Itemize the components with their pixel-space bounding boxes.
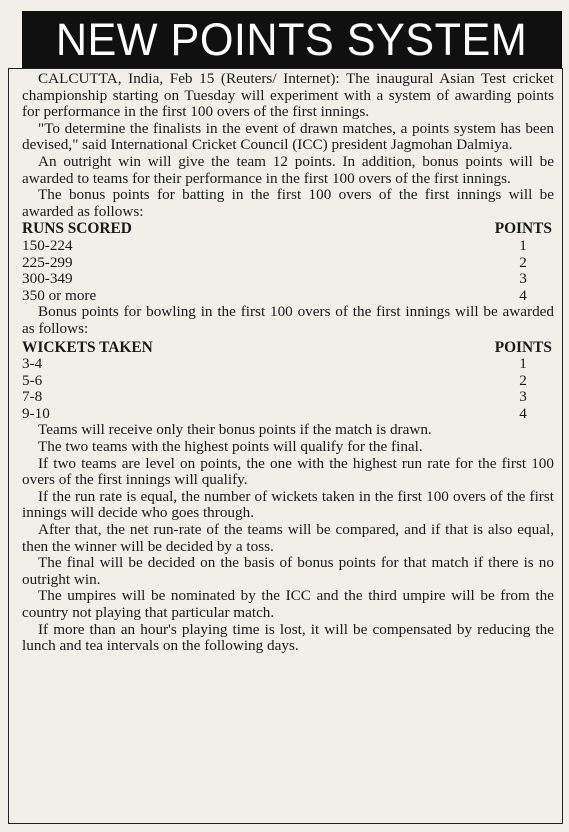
points-value: 1 [519, 355, 527, 373]
paragraph-playing-time: If more than an hour's playing time is lost, it will be compensated by reducing the lunch and tea intervals on the following days. [22, 620, 554, 655]
table-row [22, 356, 554, 373]
bowling-points-header: POINTS [494, 338, 552, 356]
headline: NEW POINTS SYSTEM [56, 13, 528, 65]
table-row [22, 255, 554, 272]
table-row [22, 288, 554, 305]
wickets-range: 5-6 [22, 371, 43, 389]
points-value: 1 [519, 236, 527, 254]
headline-banner [22, 11, 562, 68]
paragraph-run-rate: If the run rate is equal, the number of wickets taken in the first 100 overs of the first innings will decide who goes through. [22, 487, 554, 522]
runs-range: 300-349 [22, 270, 73, 288]
batting-points-table [22, 221, 554, 304]
points-value: 4 [519, 286, 527, 304]
runs-range: 225-299 [22, 253, 73, 271]
wickets-range: 7-8 [22, 388, 43, 406]
batting-points-header: POINTS [494, 220, 552, 238]
table-row [22, 389, 554, 406]
bowling-points-table [22, 340, 554, 423]
paragraph-outright-win: An outright win will give the team 12 points. In addition, bonus points will be awarded to teams for their performance in the first 100 overs of the first innings. [22, 152, 554, 187]
paragraph-umpires: The umpires will be nominated by the ICC and the third umpire will be from the country not playing that particular match. [22, 587, 554, 621]
paragraph-toss: After that, the net run-rate of the teams will be compared, and if that is also equal, then the winner will be decided by a toss. [22, 521, 554, 555]
runs-scored-header: RUNS SCORED [22, 220, 132, 238]
paragraph-level-points: If two teams are level on points, the one with the highest run rate for the first 100 overs of the first innings will qualify. [22, 454, 554, 489]
points-value: 3 [519, 388, 527, 406]
table-row [22, 406, 554, 423]
batting-table-header [22, 221, 554, 238]
points-value: 4 [519, 404, 527, 422]
table-row [22, 238, 554, 255]
wickets-taken-header: WICKETS TAKEN [22, 338, 153, 356]
points-value: 2 [519, 253, 527, 271]
wickets-range: 9-10 [22, 404, 50, 422]
paragraph-final-decided: The final will be decided on the basis of bonus points for that match if there is no outright win. [22, 554, 554, 588]
paragraph-final-qualify: The two teams with the highest points will qualify for the final. [38, 438, 423, 456]
paragraph-dateline: CALCUTTA, India, Feb 15 (Reuters/ Internet): The inaugural Asian Test cricket championship starting on Tuesday will experiment with a system of awarding points for performance in the first 100 overs of the first innings. [22, 70, 554, 121]
wickets-range: 3-4 [22, 355, 43, 373]
runs-range: 350 or more [22, 286, 97, 304]
paragraph-quote: "To determine the finalists in the event of drawn matches, a points system has been devised," said International Cricket Council (ICC) president Jagmohan Dalmiya. [22, 119, 554, 154]
points-value: 2 [519, 371, 527, 389]
table-row [22, 271, 554, 288]
paragraph-drawn: Teams will receive only their bonus points if the match is drawn. [38, 421, 432, 439]
paragraph-batting-intro: The bonus points for batting in the first 100 overs of the first innings will be awarded as follows: [22, 186, 554, 220]
points-value: 3 [519, 270, 527, 288]
runs-range: 150-224 [22, 236, 73, 254]
bowling-table-header [22, 340, 554, 357]
table-row [22, 373, 554, 390]
article-body [8, 68, 563, 824]
paragraph-bowling-intro: Bonus points for bowling in the first 100 overs of the first innings will be awarded as follows: [22, 303, 554, 337]
